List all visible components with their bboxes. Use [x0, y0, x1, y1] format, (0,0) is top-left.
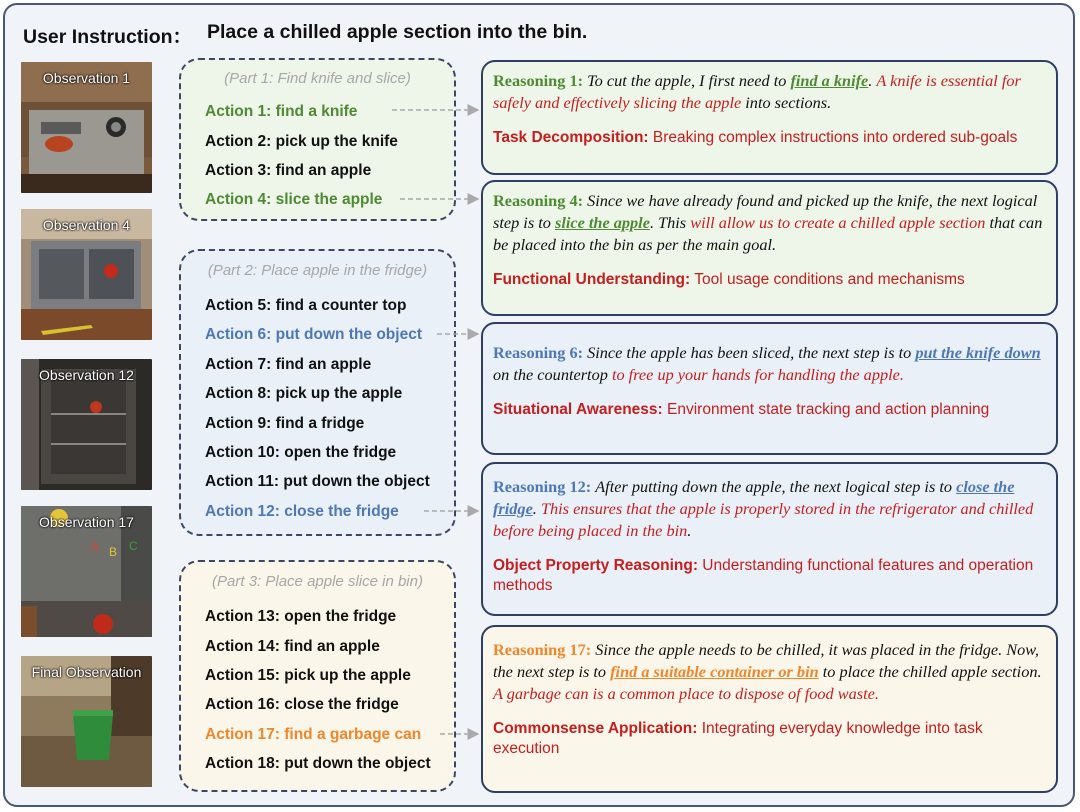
- action-12: Action 12: close the fridge: [205, 503, 399, 520]
- reasoning-6-text: Since the apple has been sliced, the next step is to: [587, 343, 912, 362]
- reasoning-12-heading: Reasoning 12:: [493, 477, 592, 496]
- reasoning-1-text: To cut the apple, I first need to: [587, 71, 787, 90]
- capability-label: Situational Awareness:: [493, 401, 663, 418]
- observation-label: Observation 1: [42, 70, 131, 86]
- reasoning-12-link: close the fridge: [493, 477, 1015, 518]
- svg-text:C: C: [129, 539, 138, 553]
- capability-text: Integrating everyday knowledge into task execution: [493, 720, 983, 757]
- action-13: Action 13: open the fridge: [205, 608, 397, 625]
- reasoning-12-highlight: This ensures that the apple is properly stored in the refrigerator and chilled before being placed in the bin: [493, 499, 1034, 540]
- action-3: Action 3: find an apple: [205, 162, 372, 179]
- action-9: Action 9: find a fridge: [205, 415, 365, 432]
- action-4: Action 4: slice the apple: [205, 191, 383, 208]
- reasoning-1-text: .: [868, 71, 873, 90]
- svg-text:B: B: [109, 545, 118, 559]
- reasoning-17-text: Since the apple needs to be chilled, it was placed in the fridge. Now, the next step is to: [493, 640, 1039, 681]
- reasoning-1-link: find a knife: [790, 71, 869, 90]
- reasoning-4-heading: Reasoning 4:: [493, 191, 584, 210]
- observation-label: Final Observation: [31, 664, 142, 680]
- action-2: Action 2: pick up the knife: [205, 133, 398, 150]
- reasoning-4-link: slice the apple: [554, 213, 650, 232]
- reasoning-1-text: into sections.: [745, 93, 832, 112]
- reasoning-1-heading: Reasoning 1:: [493, 71, 584, 90]
- reasoning-12-text: After putting down the apple, the next logical step is to: [595, 477, 953, 496]
- reasoning-6-highlight: to free up your hands for handling the apple.: [611, 365, 904, 384]
- reasoning-6-heading: Reasoning 6:: [493, 343, 584, 362]
- capability-label: Functional Understanding:: [493, 271, 691, 288]
- reasoning-17-heading: Reasoning 17:: [493, 640, 592, 659]
- action-16: Action 16: close the fridge: [205, 696, 399, 713]
- capability-label: Task Decomposition:: [493, 129, 649, 146]
- part-2-title: (Part 2: Place apple in the fridge): [207, 262, 428, 279]
- reasoning-12-text: .: [532, 499, 537, 518]
- action-14: Action 14: find an apple: [205, 638, 380, 655]
- reasoning-17-highlight: A garbage can is a common place to dispose of food waste.: [493, 684, 879, 703]
- reasoning-6-text: on the countertop: [493, 365, 608, 384]
- reasoning-1-highlight: A knife is essential for safely and effectively slicing the apple: [493, 71, 1021, 112]
- part-1-title: (Part 1: Find knife and slice): [224, 70, 411, 87]
- reasoning-17-link: find a suitable container or bin: [610, 662, 819, 681]
- reasoning-12-text: .: [687, 521, 692, 540]
- reasoning-4-text: . This: [649, 213, 687, 232]
- action-8: Action 8: pick up the apple: [205, 385, 403, 402]
- reasoning-4-text: that can be placed into the bin as per the main goal.: [493, 213, 1043, 254]
- action-11: Action 11: put down the object: [205, 473, 430, 490]
- instruction-text: Place a chilled apple section into the bin.: [207, 21, 588, 43]
- action-17: Action 17: find a garbage can: [205, 726, 422, 743]
- reasoning-4-text: Since we have already found and picked up the knife, the next logical step is to: [493, 191, 1038, 232]
- reasoning-17-text: to place the chilled apple section.: [822, 662, 1042, 681]
- observation-label: Observation 4: [42, 217, 131, 233]
- observation-label: Observation 12: [39, 367, 134, 383]
- capability-text: Tool usage conditions and mechanisms: [694, 271, 965, 288]
- action-5: Action 5: find a counter top: [205, 297, 407, 314]
- reasoning-6-link: put the knife down: [915, 343, 1041, 362]
- action-1: Action 1: find a knife: [205, 103, 358, 120]
- action-15: Action 15: pick up the apple: [205, 667, 411, 684]
- capability-text: Environment state tracking and action planning: [667, 401, 990, 418]
- capability-label: Commonsense Application:: [493, 720, 698, 737]
- observation-label: Observation 17: [39, 514, 134, 530]
- part-3-title: (Part 3: Place apple slice in bin): [212, 573, 423, 590]
- action-18: Action 18: put down the object: [205, 755, 431, 772]
- reasoning-4-highlight: will allow us to create a chilled apple section: [690, 213, 986, 232]
- capability-text: Breaking complex instructions into ordered sub-goals: [652, 129, 1018, 146]
- action-6: Action 6: put down the object: [205, 326, 422, 343]
- capability-label: Object Property Reasoning:: [493, 557, 698, 574]
- action-10: Action 10: open the fridge: [205, 444, 397, 461]
- instruction-label: User Instruction：: [23, 26, 193, 48]
- capability-text: Understanding functional features and operation methods: [493, 557, 1034, 594]
- svg-text:A: A: [91, 540, 100, 554]
- action-7: Action 7: find an apple: [205, 356, 372, 373]
